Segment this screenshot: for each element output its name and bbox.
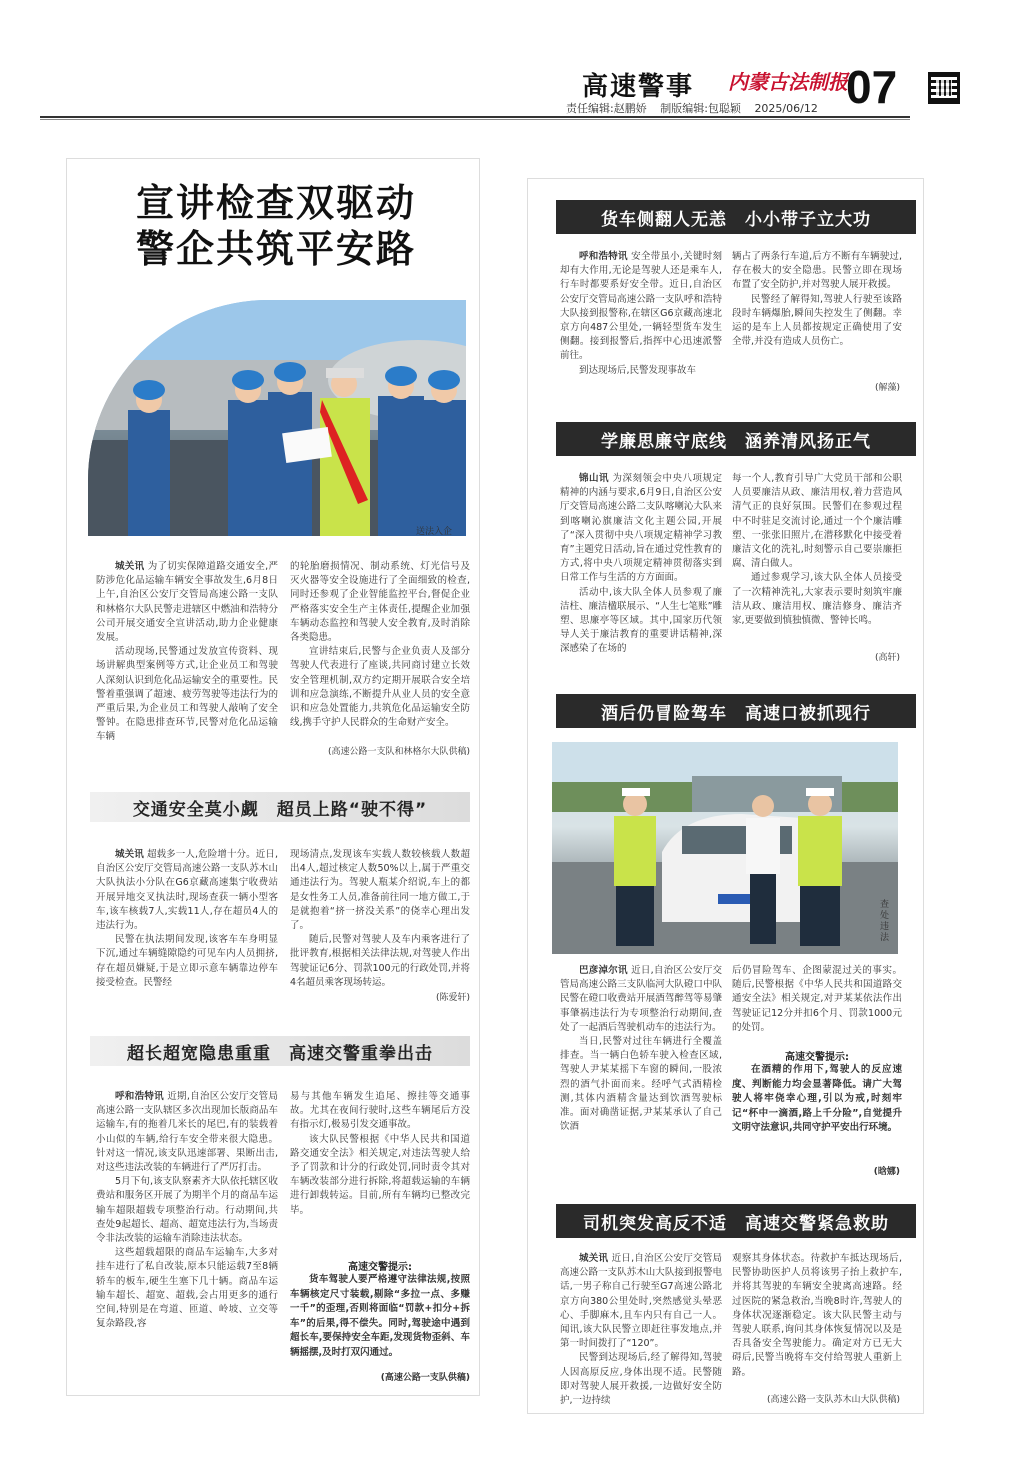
article-2-p3: 现场清点,发现该车实载人数较核载人数超出4人,超过核定人数50%以上,属于严重交通违法行为。驾驶人瓶某介绍说,车上的都是女性务工人员,准备前往同一地方做工,于是就抱着“挤一挤没关系”的侥幸心理出发了。 (290, 849, 470, 932)
main-headline-line-1: 宣讲检查双驱动 (136, 180, 417, 225)
section-title: 高速警事 (582, 72, 695, 102)
article-6-photo-caption: 查处违法 (880, 900, 890, 943)
page-number: 07 (846, 61, 898, 113)
article-3-tip-heading: 高速交警提示: (348, 1262, 412, 1273)
article-4-p4: 民警经了解得知,驾驶人行驶至该路段时车辆爆胎,瞬间失控发生了侧翻。幸运的是车上人员都按规定正确使用了安全带,并没有造成人员伤亡。 (732, 293, 902, 348)
article-5-signature: (高轩) (874, 653, 900, 663)
main-article-signature: (高速公路一支队和林格尔大队供稿) (327, 747, 470, 757)
article-3-p1 (96, 1090, 278, 1175)
article-7-signature: (高速公路一支队苏木山大队供稿) (766, 1395, 900, 1405)
article-3-tip (290, 1258, 470, 1360)
article-2-p2: 民警在执法期间发现,该客车车身明显下沉,通过车辆缝隙隐约可见车内人员拥挤,存在超员嫌疑,于是立即示意车辆靠边停车接受检查。民警经 (96, 934, 278, 988)
article-4-title: 货车侧翻人无恙 小小带子立大功 (556, 200, 916, 234)
article-6-p3: 后仍冒险驾车、企图蒙混过关的事实。随后,民警根据《中华人民共和国道路交通安全法》相关规定,对尹某某依法作出驾驶证记12分并扣6个月、罚款1000元的处罚。 (732, 965, 902, 1033)
header-meta (566, 100, 828, 116)
article-5-col1 (560, 472, 722, 657)
dateline: 城关讯 (115, 849, 144, 860)
dateline: 城关讯 (115, 561, 145, 572)
article-5-p1-text: 为深刻领会中央八项规定精神的内涵与要求,6月9日,自治区公安厅交管局高速公路二支队喀喇沁大队来到喀喇沁旗廉洁文化主题公园,开展了“深入贯彻中央八项规定精神学习教育”主题党日活动,旨在通过党性教育的方式,将中央八项规定精神贯彻落实到日常工作与生活的方方面面。 (560, 473, 722, 584)
article-3-p2: 5月下旬,该支队察素齐大队依托辖区收费站和服务区开展了为期半个月的商品车运输车超限超载专项整治行动。行动期间,共查处9起超长、超高、超宽违法行为,当场责令非法改装的运输车消除违法状态。 (96, 1176, 278, 1245)
article-6-col1 (560, 964, 722, 1134)
article-6-p2: 当日,民警对过往车辆进行全覆盖排查。当一辆白色轿车驶入检查区域,驾驶人尹某某摇下车窗的瞬间,一股浓烈的酒气扑面而来。经呼气式酒精检测,其体内酒精含量达到饮酒驾驶标准。面对确凿证据,尹某某承认了自己饮酒 (560, 1036, 722, 1133)
header-rule (40, 116, 910, 118)
article-4-p3: 辆占了两条行车道,后方不断有车辆驶过,存在极大的安全隐患。民警立即在现场布置了安全防护,并对驾驶人展开救援。 (732, 251, 902, 291)
article-3-p3: 这些超载超限的商品车运输车,大多对挂车进行了私自改装,原本只能运载7至8辆轿车的板车,硬生生塞下几十辆。商品车运输车超长、超宽、超载,会占用更多的通行空间,特别是在弯道、匝道、岭坡、立交等复杂路段,容 (96, 1247, 278, 1330)
article-6-photo-illustration (552, 742, 898, 954)
dateline: 呼和浩特讯 (579, 251, 628, 262)
article-7-p3: 观察其身体状态。待救护车抵达现场后,民警协助医护人员将该男子抬上救护车,并将其驾驶的车辆安全驶离高速路。经过医院的紧急救治,当晚8时许,驾驶人的身体状况逐渐稳定。该大队民警主动与驾驶人联系,询问其身体恢复情况以及是否具备安全驾驶能力。确定对方已无大碍后,民警当晚将车交付给驾驶人重新上路。 (732, 1253, 902, 1378)
main-article-p4: 宣讲结束后,民警与企业负责人及部分驾驶人代表进行了座谈,共同商讨建立长效安全管理机制,双方约定期开展联合安全培训和应急演练,不断提升从业人员的安全意识和应急处置能力,共筑危化品运输安全防线,携手守护人民群众的生命财产安全。 (290, 646, 470, 729)
article-5-col2 (732, 472, 902, 628)
article-4-signature: (解藻) (874, 383, 900, 393)
article-4-p1 (560, 250, 722, 364)
article-3-col2 (290, 1090, 470, 1218)
article-4-col2 (732, 250, 902, 349)
article-6-p1-text: 近日,自治区公安厅交管局高速公路三支队临河大队磴口中队民警在磴口收费站开展酒驾醉驾等易肇事肇祸违法行为专项整治行动期间,查处了一起酒后驾驶机动车的违法行为。 (560, 965, 722, 1033)
article-6-col2 (732, 964, 902, 1035)
article-6-photo (552, 742, 898, 954)
article-7-p2: 民警到达现场后,经了解得知,驾驶人因高原反应,身体出现不适。民警随即对驾驶人展开救援,一边做好安全防护,一边持续 (560, 1352, 722, 1407)
main-article-p1 (96, 560, 278, 645)
main-article-p1-text: 为了切实保障道路交通安全,严防涉危化品运输车辆安全事故发生,6月8日上午,自治区公安厅交管局高速公路一支队和林格尔大队民警走进辖区中燃油和浩特分公司开展交通安全宣讲活动,助力企业健康发展。 (96, 561, 278, 644)
article-6-tip-heading: 高速交警提示: (785, 1052, 849, 1063)
article-3-p1-text: 近期,自治区公安厅交管局高速公路一支队辖区多次出现加长版商品车运输车,有的拖着几米长的尾巴,有的装载着小山似的车辆,给行车安全带来很大隐患。针对这一情况,该支队迅速部署、果断出击,对这些违法改装的车辆进行了严厉打击。 (96, 1091, 278, 1174)
main-headline (136, 180, 416, 272)
main-article-col1 (96, 560, 278, 745)
article-7-p1-text: 近日,自治区公安厅交管局高速公路一支队苏木山大队接到报警电话,一男子称自己行驶至G7高速公路北京方向380公里处时,突然感觉头晕恶心、手脚麻木,且车内只有自己一人。闻讯,该大队民警立即赶往事发地点,并第一时间拨打了“120”。 (560, 1253, 722, 1350)
article-3-title: 超长超宽隐患重重 高速交警重拳出击 (90, 1036, 470, 1066)
dateline: 锦山讯 (579, 473, 609, 484)
article-2-p1-text: 超载多一人,危险增十分。近日,自治区公安厅交管局高速公路一支队苏木山大队执法小分队在G6京藏高速集宁收费站开展异地交叉执法时,现场查获一辆小型客车,该车核载7人,实载11人,存在超员4人的违法行为。 (96, 849, 278, 932)
editor-credit: 责任编辑:赵鹏娇 (566, 102, 647, 115)
article-5-p1 (560, 472, 722, 586)
article-2-col1 (96, 848, 278, 990)
header-rule-thin (40, 119, 910, 120)
main-headline-line-2: 警企共筑平安路 (136, 226, 417, 271)
article-2-p4: 随后,民警对驾驶人及车内乘客进行了批评教育,根据相关法律法规,对驾驶人作出驾驶证记6分、罚款100元的行政处罚,并将4名超员乘客现场转运。 (290, 934, 470, 988)
article-6-p1 (560, 964, 722, 1035)
article-4-p2: 到达现场后,民警发现事故车 (579, 364, 697, 376)
article-4-col1 (560, 250, 722, 378)
qr-code-icon (928, 72, 960, 104)
newspaper-logo: 内蒙古法制报 (728, 70, 848, 94)
article-3-tip-text: 货车驾驶人要严格遵守法律法规,按照车辆核定尺寸装载,剔除“多拉一点、多赚一千”的歪理,否则将面临“罚款+扣分+拆车”的后果,得不偿失。同时,驾驶途中遇到超长车,要保持安全车距,发现货物歪斜、车辆摇摆,及时打双闪通过。 (290, 1274, 470, 1358)
main-photo-caption: 送法入企 (416, 527, 453, 537)
main-article-col2 (290, 560, 470, 730)
dateline: 呼和浩特讯 (115, 1091, 164, 1102)
article-3-signature: (高速公路一支队供稿) (380, 1373, 470, 1383)
article-4-p1-text: 安全带虽小,关键时刻却有大作用,无论是驾驶人还是乘车人,行车时都要系好安全带。近日,自治区公安厅交管局高速公路一支队呼和浩特大队接到报警称,在辖区G6京藏高速北京方向487公里处,一辆轻型货车发生侧翻。接到报警后,指挥中心迅速派警前往。 (560, 251, 722, 362)
article-6-title: 酒后仍冒险驾车 高速口被抓现行 (556, 694, 916, 728)
article-2-p1 (96, 848, 278, 933)
article-5-p2: 活动中,该大队全体人员参观了廉洁柱、廉洁楹联展示、“人生七笔账”雕塑、思廉亭等区域。其中,国家历代领导人关于廉洁教育的重要讲话精神,深深感染了在场的 (560, 586, 722, 655)
article-7-p1 (560, 1252, 722, 1351)
article-5-p4: 通过参观学习,该大队全体人员接受了一次精神洗礼,大家表示要时刻筑牢廉洁从政、廉洁用权、廉洁修身、廉洁齐家,更要做到慎独慎微、警钟长鸣。 (732, 572, 902, 627)
article-2-title: 交通安全莫小觑 超员上路“驶不得” (90, 792, 470, 822)
article-6-tip-text: 在酒精的作用下,驾驶人的反应速度、判断能力均会显著降低。请广大驾驶人将牢侥幸心理,引以为戒,时刻牢记“杯中一滴酒,路上千分险”,自觉提升文明守法意识,共同守护平安出行环境。 (732, 1064, 902, 1133)
article-5-p3: 每一个人,教育引导广大党员干部和公职人员要廉洁从政、廉洁用权,着力营造风清气正的良好氛围。民警们在参观过程中不时驻足交流讨论,通过一个个廉洁雕塑、一张张旧照片,在潜移默化中接受着廉洁文化的洗礼,时刻警示自己要崇廉拒腐、清白做人。 (732, 473, 902, 570)
article-6-signature: (晗娜) (873, 1167, 900, 1177)
article-3-col1 (96, 1090, 278, 1331)
article-7-title: 司机突发高反不适 高速交警紧急救助 (556, 1204, 916, 1238)
article-2-col2 (290, 848, 470, 990)
article-3-p5: 该大队民警根据《中华人民共和国道路交通安全法》相关规定,对违法驾驶人给予了罚款和计分的行政处罚,同时责令其对车辆改装部分进行拆除,将超载运输的车辆进行卸载转运。目前,所有车辆均已整改完毕。 (290, 1133, 470, 1216)
dateline: 城关讯 (579, 1253, 609, 1264)
dateline: 巴彦淖尔讯 (579, 965, 628, 976)
layout-editor-credit: 制版编辑:包聪颖 (660, 102, 741, 115)
main-article-p2: 活动现场,民警通过发放宣传资料、现场讲解典型案例等方式,让企业员工和驾驶人深刻认识到危化品运输安全的重要性。民警着重强调了超速、疲劳驾驶等违法行为的严重后果,为企业员工和驾驶人敲响了安全警钟。在隐患排查环节,民警对危化品运输车辆 (96, 646, 278, 743)
article-5-title: 学廉思廉守底线 涵养清风扬正气 (556, 422, 916, 456)
article-6-tip (732, 1048, 902, 1136)
main-article-p3: 的轮胎磨损情况、制动系统、灯光信号及灭火器等安全设施进行了全面细致的检查,同时还参观了企业智能监控平台,督促企业严格落实安全生产主体责任,提醒企业加强车辆动态监控和驾驶人安全教育,及时消除各类隐患。 (290, 561, 470, 644)
article-7-col1 (560, 1252, 722, 1408)
article-2-signature: (陈爱轩) (435, 993, 470, 1003)
article-3-p4: 易与其他车辆发生追尾、擦挂等交通事故。尤其在夜间行驶时,这些车辆尾后方没有指示灯,极易引发交通事故。 (290, 1091, 470, 1131)
issue-date: 2025/06/12 (754, 102, 818, 115)
article-7-col2 (732, 1252, 902, 1380)
